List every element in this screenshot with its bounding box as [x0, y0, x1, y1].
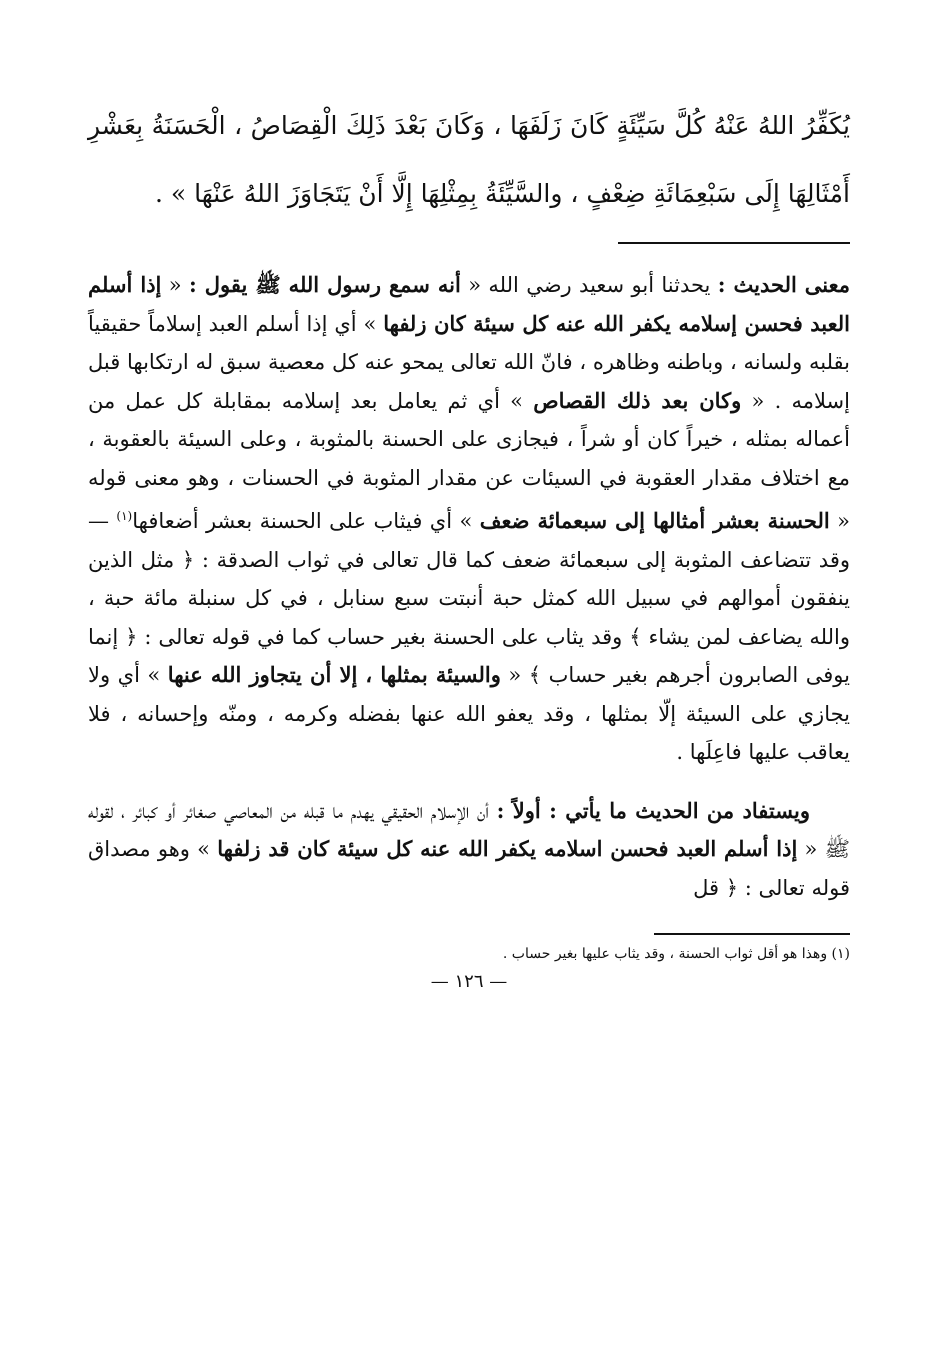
hadith-text: يُكَفِّرُ اللهُ عَنْهُ كُلَّ سَيِّئَةٍ كَانَ زَلَفَهَا ، وَكَانَ بَعْدَ ذَلِكَ الْقِصَاصُ ، الْحَسَنَةُ بِعَشْرِ أَمْثَالِهَا إِلَى سَبْعِمَائَةِ ضِعْفٍ ، والسَّيِّئَةُ بِمِثْلِهَا إِلَّا أَنْ يَتَجَاوَزَ اللهُ عَنْهَا » .	[88, 111, 850, 208]
meaning-quote-4: الحسنة بعشر أمثالها إلى سبعمائة ضعف	[479, 508, 830, 533]
book-page	[88, 92, 850, 992]
benefits-text-1: أن الإسلام الحقيقي يهدم ما قبله من المعاصي صغائر أو كبائر ، لقوله ﷺ «	[88, 798, 850, 861]
benefits-text-2: » وهو مصداق قوله تعالى : ﴿ قل	[88, 837, 850, 900]
meaning-text-4: » أي ثم يعامل بعد إسلامه بمقابلة كل عمل من أعماله بمثله ، خيراً كان أو شراً ، فيجازى على الحسنة بالمثوبة ، وعلى السيئة بالعقوبة ، مع اختلاف مقدار العقوبة في السيئات عن مقدار المثوبة في الحسنات ، وهو معنى قوله «	[88, 388, 850, 533]
section-divider	[618, 242, 850, 244]
benefits-paragraph	[88, 792, 850, 908]
meaning-quote-2: إذا أسلم العبد فحسن إسلامه يكفر الله عنه كل سيئة كان زلفها	[88, 272, 850, 336]
footnote-marker: (١)	[116, 509, 133, 523]
meaning-paragraph	[88, 266, 850, 772]
benefits-heading: ويستفاد من الحديث ما يأتي : أولاً :	[496, 797, 810, 823]
meaning-heading: معنى الحديث :	[717, 272, 851, 297]
benefits-quote: إذا أسلم العبد فحسن اسلامه يكفر الله عنه كل سيئة كان قد زلفها	[217, 836, 798, 861]
page-number: — ١٢٦ —	[430, 971, 508, 992]
meaning-text-3: » أي إذا أسلم العبد إسلاماً حقيقياً بقلبه ولسانه ، وباطنه وظاهره ، فانّ الله تعالى يمحو عنه كل معصية سبق له ارتكابها قبل إسلامه . «	[88, 311, 850, 413]
footnote: (١) وهذا هو أقل ثواب الحسنة ، وقد يثاب عليها بغير حساب .	[502, 946, 850, 962]
meaning-text-1: يحدثنا أبو سعيد رضي الله «	[468, 273, 711, 297]
meaning-quote-3: وكان بعد ذلك القصاص	[533, 387, 742, 413]
footnote-divider	[654, 933, 850, 935]
meaning-text-5: » أي فيثاب على الحسنة بعشر أضعافها	[132, 509, 473, 533]
meaning-quote-1: أنه سمع رسول الله ﷺ يقول :	[189, 272, 461, 297]
meaning-text-2: «	[168, 273, 182, 297]
meaning-quote-5: والسيئة بمثلها ، إلا أن يتجاوز الله عنها	[167, 662, 501, 687]
meaning-text-7: » أي ولا يجازي على السيئة إلّا بمثلها ، وقد يعفو الله عنها بفضله وكرمه ، ومنّه وإحسانه ، فلا يعاقب عليها فاعِلَها .	[88, 663, 850, 764]
meaning-text-6: — وقد تتضاعف المثوبة إلى سبعمائة ضعف كما قال تعالى في ثواب الصدقة : ﴿ مثل الذين ينفقون أموالهم في سبيل الله كمثل حبة أنبتت سبع سنابل ، في كل سنبلة مائة حبة ، والله يضاعف لمن يشاء ﴾ وقد يثاب على الحسنة بغير حساب كما في قوله تعالى : ﴿ إنما يوفى الصابرون أجرهم بغير حساب ﴾ «	[88, 509, 850, 687]
